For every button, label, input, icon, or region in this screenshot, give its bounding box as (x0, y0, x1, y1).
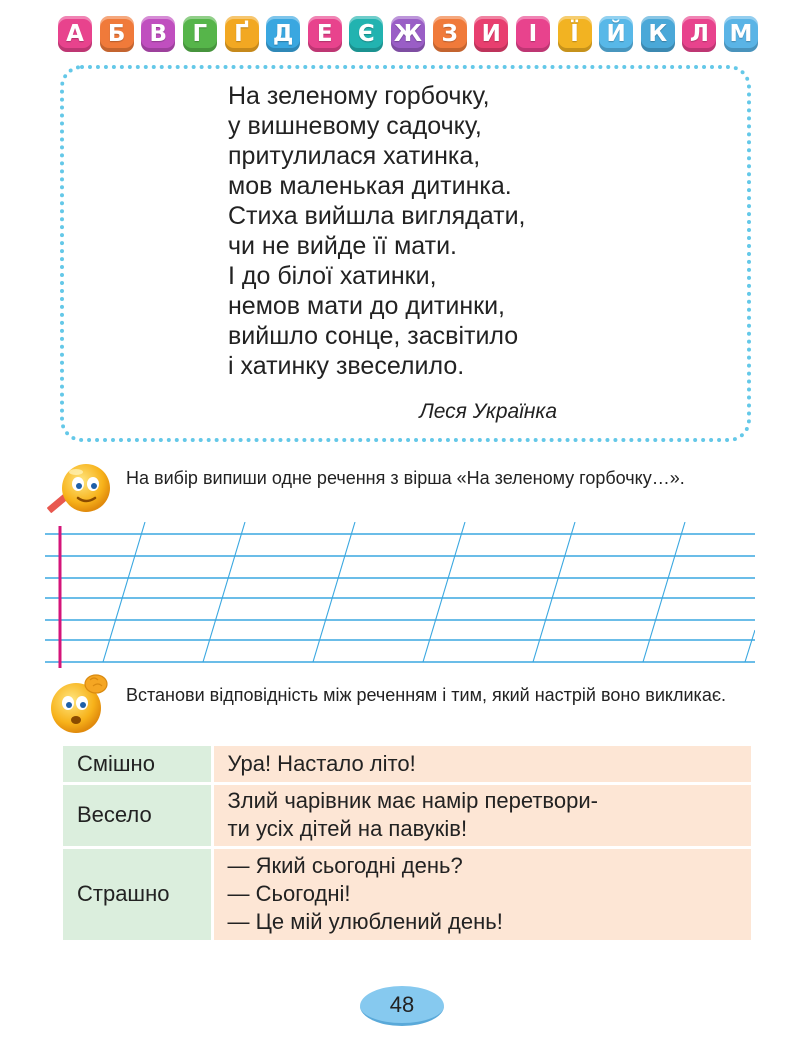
sentence-line: — Це мій улюблений день! (227, 909, 503, 934)
alphabet-letter: З (433, 16, 467, 52)
poem-line: І до білої хатинки, (228, 262, 437, 290)
poem-line: мов маленькая дитинка. (228, 172, 512, 200)
alphabet-row (58, 14, 758, 54)
alphabet-letter: К (641, 16, 675, 52)
alphabet-letter: Й (599, 16, 633, 52)
poem-line: На зеленому горбочку, (228, 82, 490, 110)
alphabet-letter: Е (308, 16, 342, 52)
sentence-line: — Який сьогодні день? (227, 853, 463, 878)
poem-text (228, 81, 526, 381)
sentence-line: Злий чарівник має намір перетвори- (227, 788, 598, 813)
thinking-smiley-icon (46, 672, 118, 736)
sentence-line: ти усіх дітей на павуків! (227, 816, 468, 841)
poem-line: чи не вийде її мати. (228, 232, 457, 260)
alphabet-letter: Є (349, 16, 383, 52)
sentence-line: Ура! Настало літо! (227, 750, 416, 776)
alphabet-letter: М (724, 16, 758, 52)
mood-cell: Смішно (63, 746, 212, 783)
poem-line: і хатинку звеселило. (228, 352, 465, 380)
alphabet-letter: Ж (391, 16, 425, 52)
sentence-cell (212, 783, 751, 847)
table-row (63, 783, 751, 847)
sentence-line: — Сьогодні! (227, 881, 351, 906)
writing-lines[interactable] (45, 522, 755, 668)
alphabet-letter: А (58, 16, 92, 52)
poem-author: Леся Українка (419, 400, 557, 423)
poem-line: притулилася хатинка, (228, 142, 481, 170)
mood-cell: Страшно (63, 847, 212, 941)
alphabet-letter: Ї (558, 16, 592, 52)
poem-line: немов мати до дитинки, (228, 292, 505, 320)
alphabet-letter: Ґ (225, 16, 259, 52)
alphabet-letter: Д (266, 16, 300, 52)
poem-box (60, 65, 751, 442)
task-instruction-copy-sentence: На вибір випиши одне речення з вірша «На зеленому горбочку…». (126, 468, 685, 488)
sentence-cell (212, 746, 751, 783)
alphabet-letter: І (516, 16, 550, 52)
page-number: 48 (360, 986, 444, 1026)
alphabet-letter: В (141, 16, 175, 52)
task-instruction-match: Встанови відповідність між реченням і тим, який настрій воно викликає. (126, 685, 727, 705)
writing-smiley-icon (40, 458, 120, 524)
mood-cell: Весело (63, 783, 212, 847)
alphabet-letter: Л (682, 16, 716, 52)
alphabet-letter: Г (183, 16, 217, 52)
sentence-cell (212, 847, 751, 941)
table-row (63, 847, 751, 941)
alphabet-letter: Б (100, 16, 134, 52)
matching-table (63, 746, 751, 943)
poem-line: вийшло сонце, засвітило (228, 322, 519, 350)
alphabet-letter: И (474, 16, 508, 52)
poem-line: Стиха вийшла виглядати, (228, 202, 526, 230)
table-row (63, 746, 751, 783)
poem-line: у вишневому садочку, (228, 112, 482, 140)
